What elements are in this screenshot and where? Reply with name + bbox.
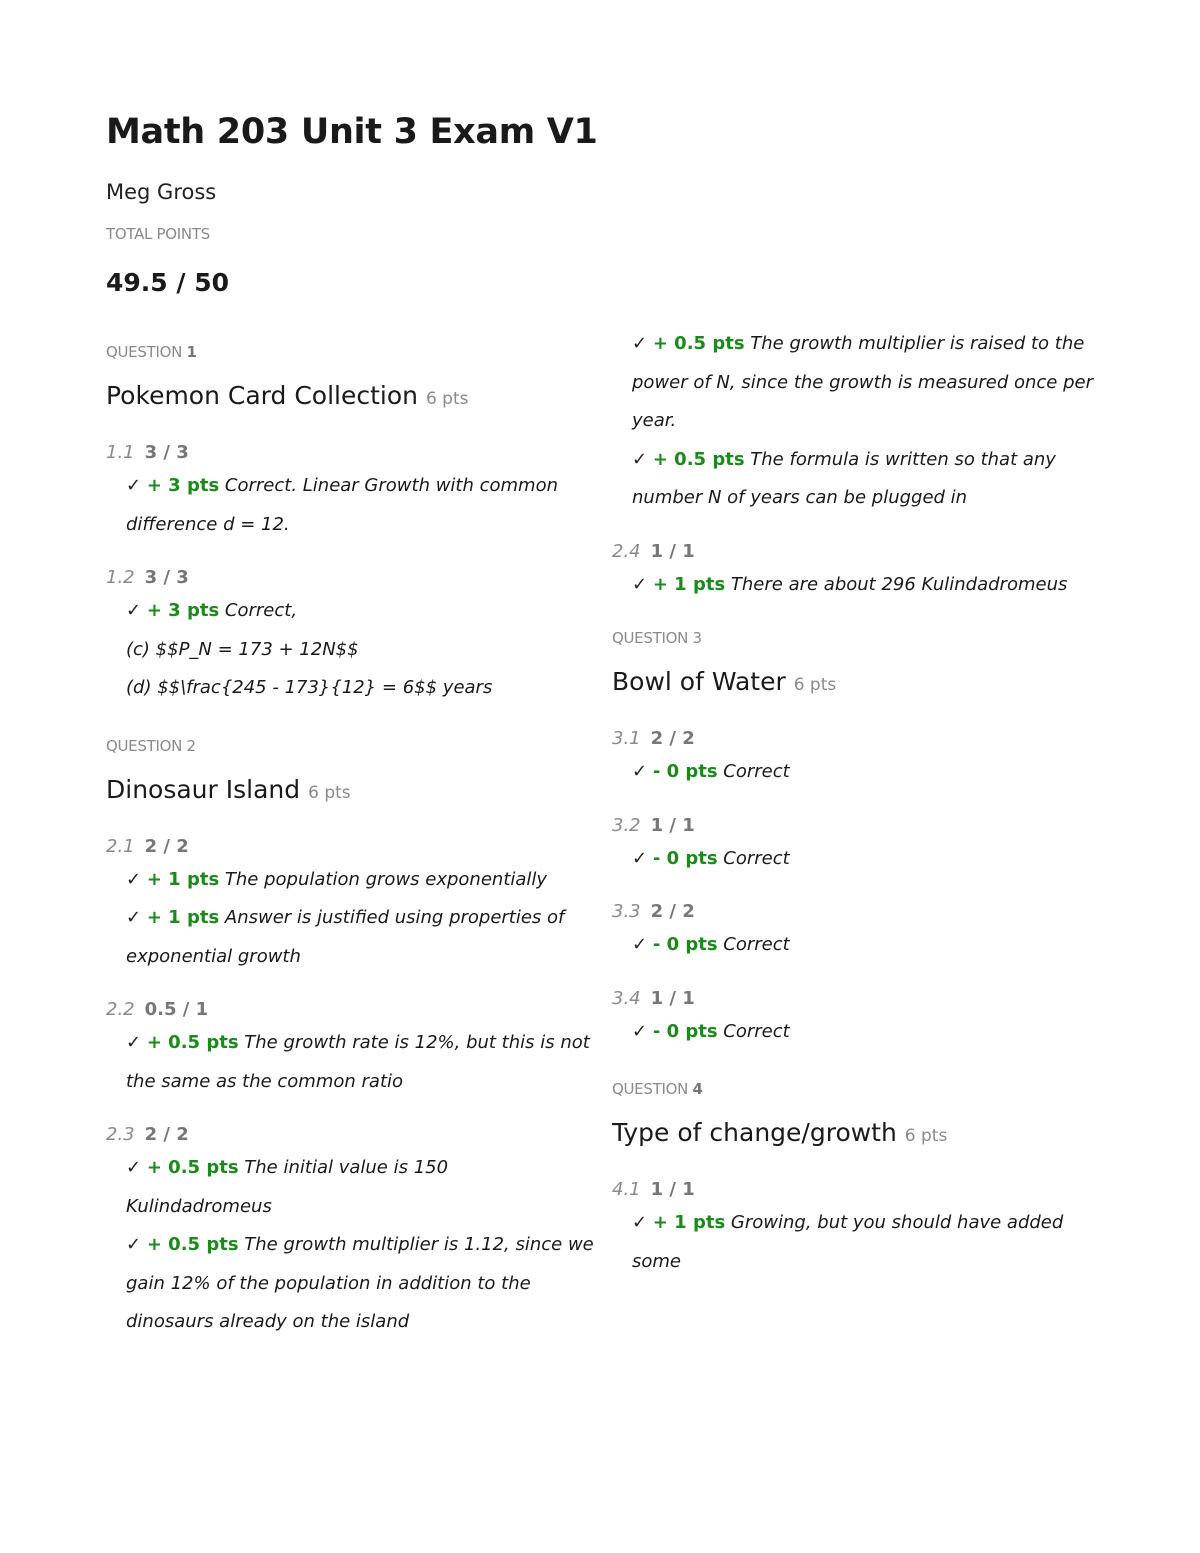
rubric-item bbox=[612, 1204, 1112, 1281]
check-icon: ✓ bbox=[632, 1020, 648, 1042]
rubric-text: number N of years can be plugged in bbox=[632, 487, 968, 508]
part-score: 1 / 1 bbox=[650, 987, 695, 1009]
part-header bbox=[612, 725, 1112, 753]
part-number: 2.3 bbox=[106, 1124, 135, 1145]
part-number: 1.1 bbox=[106, 442, 135, 463]
rubric-item bbox=[106, 467, 596, 544]
rubric-text: Correct bbox=[723, 934, 790, 955]
rubric-points: + 0.5 pts bbox=[146, 1032, 239, 1053]
part-number: 1.2 bbox=[106, 567, 135, 588]
part-2-1 bbox=[106, 833, 596, 977]
check-icon: ✓ bbox=[126, 600, 142, 621]
part-3-4 bbox=[612, 985, 1112, 1052]
part-score: 2 / 2 bbox=[650, 728, 695, 749]
rubric-points: + 3 pts bbox=[146, 475, 220, 496]
part-score: 2 / 2 bbox=[144, 1124, 189, 1145]
rubric-text: The population grows exponentially bbox=[224, 868, 548, 890]
check-icon: ✓ bbox=[126, 1032, 142, 1053]
question-4 bbox=[612, 1077, 1112, 1281]
check-icon: ✓ bbox=[632, 448, 648, 470]
rubric-text: The growth multiplier is 1.12, since we bbox=[244, 1234, 594, 1255]
check-icon: ✓ bbox=[632, 761, 648, 782]
rubric-points: + 0.5 pts bbox=[652, 448, 745, 470]
part-header bbox=[106, 1121, 596, 1149]
part-header bbox=[612, 538, 1112, 566]
part-3-3 bbox=[612, 898, 1112, 965]
exam-header bbox=[106, 108, 1106, 300]
check-icon: ✓ bbox=[632, 934, 648, 955]
question-title-text: Dinosaur Island bbox=[106, 774, 301, 804]
rubric-points: + 3 pts bbox=[146, 600, 220, 621]
question-3 bbox=[612, 626, 1112, 1051]
rubric-text: The formula is written so that any bbox=[750, 448, 1056, 470]
rubric-text: exponential growth bbox=[126, 945, 301, 967]
rubric-text: dinosaurs already on the island bbox=[126, 1311, 410, 1332]
rubric-points: - 0 pts bbox=[652, 934, 718, 955]
check-icon: ✓ bbox=[126, 868, 142, 890]
question-label bbox=[106, 734, 596, 758]
part-header bbox=[106, 996, 596, 1024]
rubric-item bbox=[612, 926, 1112, 965]
check-icon: ✓ bbox=[126, 475, 142, 496]
rubric-item bbox=[106, 861, 596, 977]
part-header bbox=[612, 1176, 1112, 1204]
rubric-text: Answer is justified using properties of bbox=[224, 907, 565, 928]
rubric-text: gain 12% of the population in addition to the bbox=[126, 1272, 531, 1294]
part-number: 3.4 bbox=[612, 987, 641, 1009]
check-icon: ✓ bbox=[126, 1157, 142, 1178]
question-label bbox=[106, 340, 596, 364]
part-score: 1 / 1 bbox=[650, 814, 695, 836]
rubric-text: Correct, bbox=[224, 600, 298, 621]
total-points-label: TOTAL POINTS bbox=[106, 225, 210, 243]
part-header bbox=[106, 564, 596, 592]
part-score: 1 / 1 bbox=[650, 540, 695, 562]
rubric-points: - 0 pts bbox=[652, 761, 718, 782]
question-points: 6 pts bbox=[308, 782, 351, 803]
rubric-text: Growing, but you should have added some bbox=[632, 1212, 1064, 1272]
part-header bbox=[612, 985, 1112, 1013]
question-word: QUESTION bbox=[106, 343, 182, 361]
part-score: 3 / 3 bbox=[144, 567, 189, 588]
part-number: 3.2 bbox=[612, 814, 641, 836]
part-header bbox=[106, 833, 596, 861]
part-score: 1 / 1 bbox=[650, 1179, 695, 1200]
rubric-item bbox=[106, 1149, 596, 1342]
question-points: 6 pts bbox=[425, 389, 469, 409]
question-points: 6 pts bbox=[904, 1126, 948, 1146]
part-2-4 bbox=[612, 538, 1112, 605]
rubric-text: The growth rate is 12%, but this is not bbox=[244, 1032, 590, 1053]
question-2-continued bbox=[612, 325, 1112, 604]
part-number: 3.1 bbox=[612, 728, 641, 749]
rubric-text: The growth multiplier is raised to the bbox=[750, 333, 1085, 354]
part-header bbox=[612, 812, 1112, 840]
right-column bbox=[612, 325, 1112, 1307]
question-points: 6 pts bbox=[793, 675, 837, 695]
check-icon: ✓ bbox=[126, 907, 142, 928]
rubric-points: + 1 pts bbox=[652, 573, 726, 595]
rubric-text: power of N, since the growth is measured once per bbox=[632, 371, 1093, 393]
rubric-text: Correct. Linear Growth with common bbox=[224, 475, 559, 496]
question-number: 1 bbox=[186, 343, 197, 361]
question-title bbox=[612, 662, 1112, 705]
rubric-text: Correct bbox=[723, 847, 790, 869]
part-1-2 bbox=[106, 564, 596, 708]
part-number: 2.1 bbox=[106, 835, 135, 857]
part-4-1 bbox=[612, 1176, 1112, 1281]
rubric-text: the same as the common ratio bbox=[126, 1070, 404, 1092]
question-title-text: Type of change/growth bbox=[612, 1118, 897, 1147]
rubric-points: + 0.5 pts bbox=[652, 333, 745, 354]
rubric-text: year. bbox=[632, 410, 677, 431]
part-header bbox=[106, 439, 596, 467]
check-icon: ✓ bbox=[632, 573, 648, 595]
check-icon: ✓ bbox=[632, 847, 648, 869]
student-name: Meg Gross bbox=[106, 180, 217, 204]
left-column bbox=[106, 340, 596, 1368]
question-2 bbox=[106, 734, 596, 1342]
rubric-points: + 0.5 pts bbox=[146, 1234, 239, 1255]
question-title-text: Pokemon Card Collection bbox=[106, 381, 418, 410]
rubric-points: + 1 pts bbox=[652, 1212, 726, 1233]
rubric-points: + 1 pts bbox=[146, 907, 220, 928]
rubric-text: (d) $$\frac{245 - 173}{12} = 6$$ years bbox=[126, 677, 493, 698]
part-1-1 bbox=[106, 439, 596, 544]
question-1 bbox=[106, 340, 596, 708]
part-2-2 bbox=[106, 996, 596, 1101]
part-score: 2 / 2 bbox=[144, 835, 189, 857]
page-title: Math 203 Unit 3 Exam V1 bbox=[106, 112, 598, 152]
part-score: 0.5 / 1 bbox=[144, 999, 209, 1020]
rubric-item bbox=[612, 753, 1112, 792]
rubric-points: - 0 pts bbox=[652, 1020, 718, 1042]
question-title-text: Bowl of Water bbox=[612, 667, 786, 696]
question-number: 3 bbox=[692, 629, 702, 647]
part-number: 4.1 bbox=[612, 1179, 641, 1200]
rubric-points: - 0 pts bbox=[652, 847, 718, 869]
question-title bbox=[106, 770, 596, 813]
part-number: 2.2 bbox=[106, 999, 135, 1020]
check-icon: ✓ bbox=[632, 333, 648, 354]
part-2-3 bbox=[106, 1121, 596, 1342]
part-score: 3 / 3 bbox=[144, 442, 189, 463]
rubric-text: The initial value is 150 Kulindadromeus bbox=[126, 1157, 449, 1217]
rubric-item bbox=[612, 325, 1112, 518]
question-word: QUESTION bbox=[612, 629, 688, 647]
rubric-text: Correct bbox=[723, 761, 790, 782]
question-label bbox=[612, 1077, 1112, 1101]
check-icon: ✓ bbox=[632, 1212, 648, 1233]
rubric-item bbox=[612, 840, 1112, 879]
rubric-text: There are about 296 Kulindadromeus bbox=[730, 573, 1068, 595]
question-number: 2 bbox=[186, 736, 196, 755]
rubric-text: difference d = 12. bbox=[126, 513, 290, 535]
total-score: 49.5 / 50 bbox=[106, 268, 230, 297]
question-number: 4 bbox=[692, 1080, 703, 1098]
part-number: 2.4 bbox=[612, 540, 641, 562]
part-3-1 bbox=[612, 725, 1112, 792]
question-title bbox=[106, 376, 596, 419]
part-score: 2 / 2 bbox=[650, 901, 695, 922]
rubric-item bbox=[612, 566, 1112, 605]
question-word: QUESTION bbox=[106, 736, 182, 755]
rubric-item bbox=[106, 1024, 596, 1101]
check-icon: ✓ bbox=[126, 1234, 142, 1255]
part-header bbox=[612, 898, 1112, 926]
question-word: QUESTION bbox=[612, 1080, 688, 1098]
rubric-text: (c) $$P_N = 173 + 12N$$ bbox=[126, 638, 359, 660]
rubric-points: + 1 pts bbox=[146, 868, 220, 890]
question-title bbox=[612, 1113, 1112, 1156]
question-label bbox=[612, 626, 1112, 650]
rubric-points: + 0.5 pts bbox=[146, 1157, 239, 1178]
part-3-2 bbox=[612, 812, 1112, 879]
rubric-text: Correct bbox=[723, 1020, 790, 1042]
part-number: 3.3 bbox=[612, 901, 641, 922]
rubric-item bbox=[612, 1013, 1112, 1052]
rubric-item bbox=[106, 592, 596, 708]
